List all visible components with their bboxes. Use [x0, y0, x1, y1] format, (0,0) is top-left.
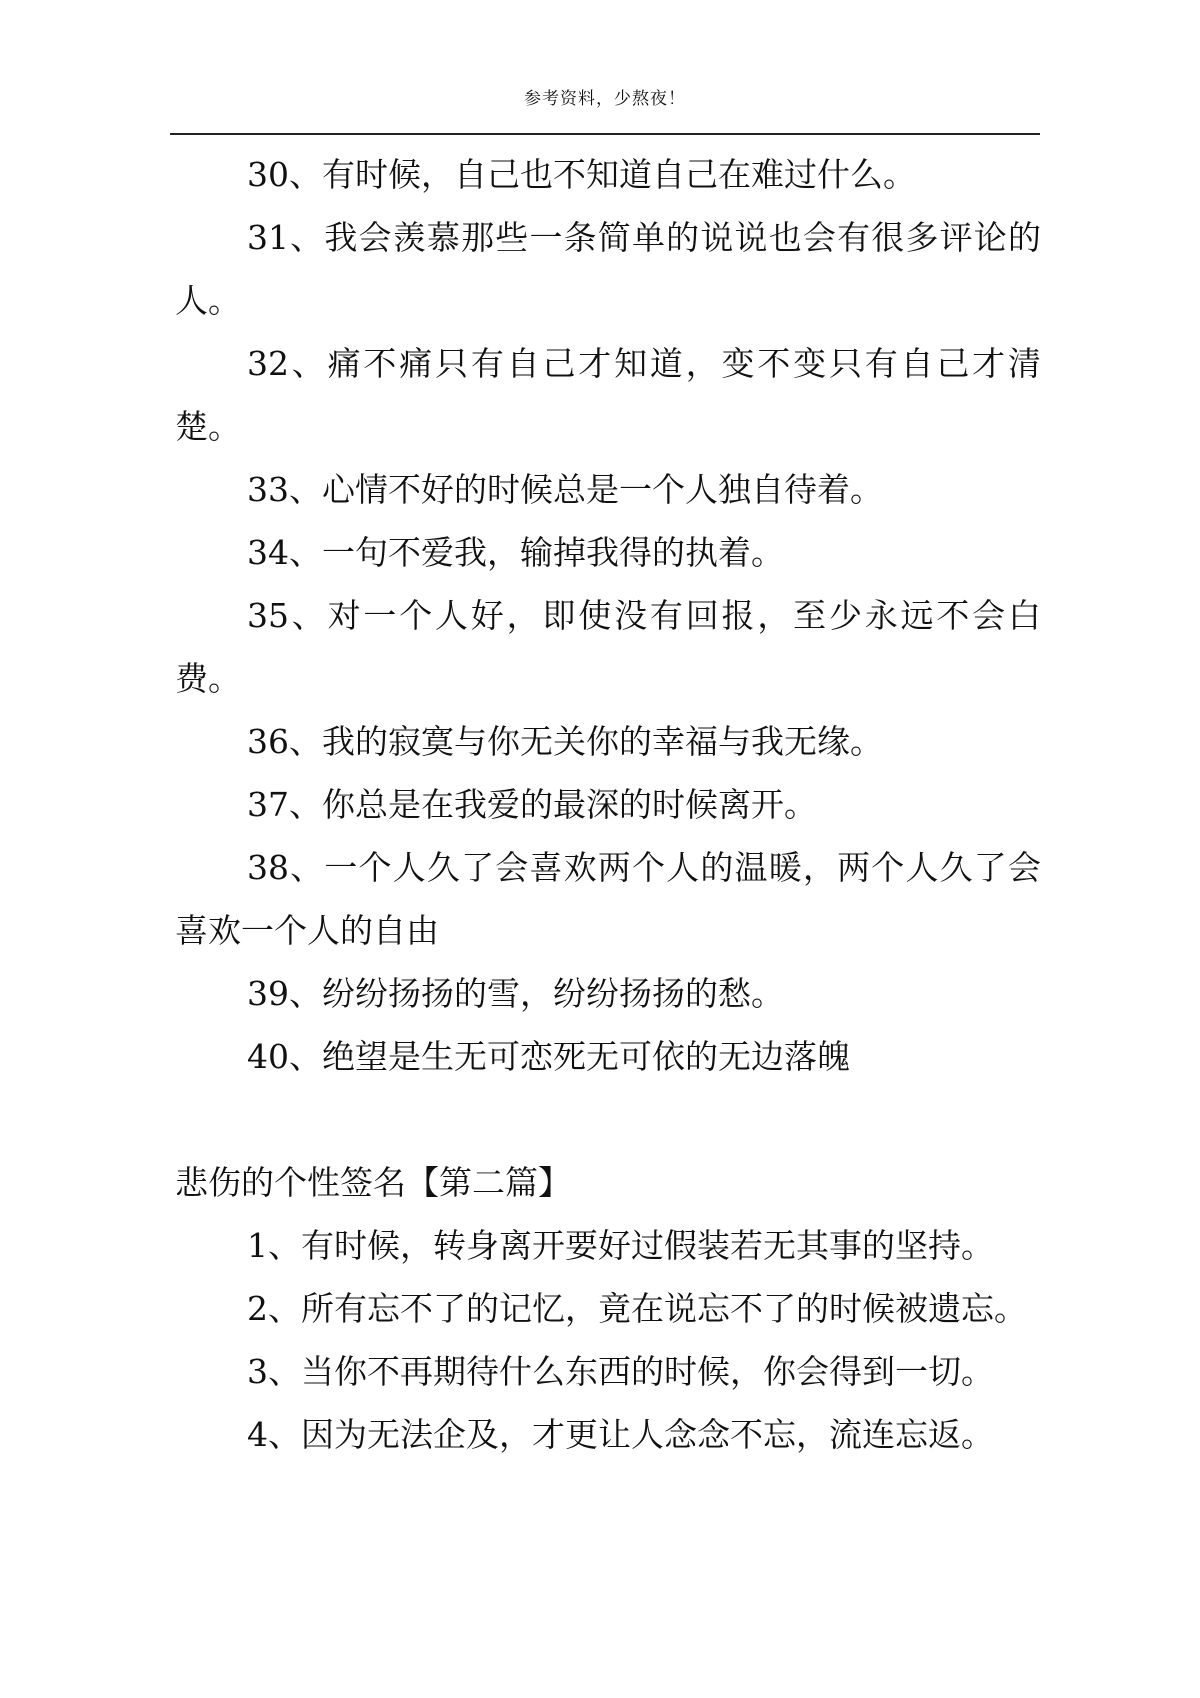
list-item: 33、心情不好的时候总是一个人独自待着。 [247, 470, 883, 509]
list-item: 30、有时候，自己也不知道自己在难过什么。 [247, 155, 916, 194]
list-item: 4、因为无法企及，才更让人念念不忘，流连忘返。 [247, 1415, 994, 1454]
list-item: 36、我的寂寞与你无关你的幸福与我无缘。 [247, 722, 883, 761]
page-header: 参考资料，少熬夜！ [524, 89, 686, 109]
document-body [175, 143, 1041, 1466]
list-item: 40、绝望是生无可恋死无可依的无边落魄 [247, 1037, 850, 1076]
list-item: 34、一句不爱我，输掉我得的执着。 [247, 533, 784, 572]
section-title: 悲伤的个性签名【第二篇】 [175, 1163, 571, 1202]
list-item: 31、我会羡慕那些一条简单的说说也会有很多评论的人。 [175, 218, 1041, 320]
list-item: 3、当你不再期待什么东西的时候，你会得到一切。 [247, 1352, 994, 1391]
list-item: 1、有时候，转身离开要好过假装若无其事的坚持。 [247, 1226, 994, 1265]
list-item: 32、痛不痛只有自己才知道，变不变只有自己才清楚。 [175, 344, 1041, 446]
list-item: 35、对一个人好，即使没有回报，至少永远不会白费。 [175, 596, 1041, 698]
list-item: 39、纷纷扬扬的雪，纷纷扬扬的愁。 [247, 974, 784, 1013]
list-item: 37、你总是在我爱的最深的时候离开。 [247, 785, 817, 824]
list-item: 38、一个人久了会喜欢两个人的温暖，两个人久了会喜欢一个人的自由 [175, 848, 1041, 950]
section-spacer [175, 1088, 1041, 1151]
header-divider [170, 133, 1040, 135]
list-item: 2、所有忘不了的记忆，竟在说忘不了的时候被遗忘。 [247, 1289, 1027, 1328]
